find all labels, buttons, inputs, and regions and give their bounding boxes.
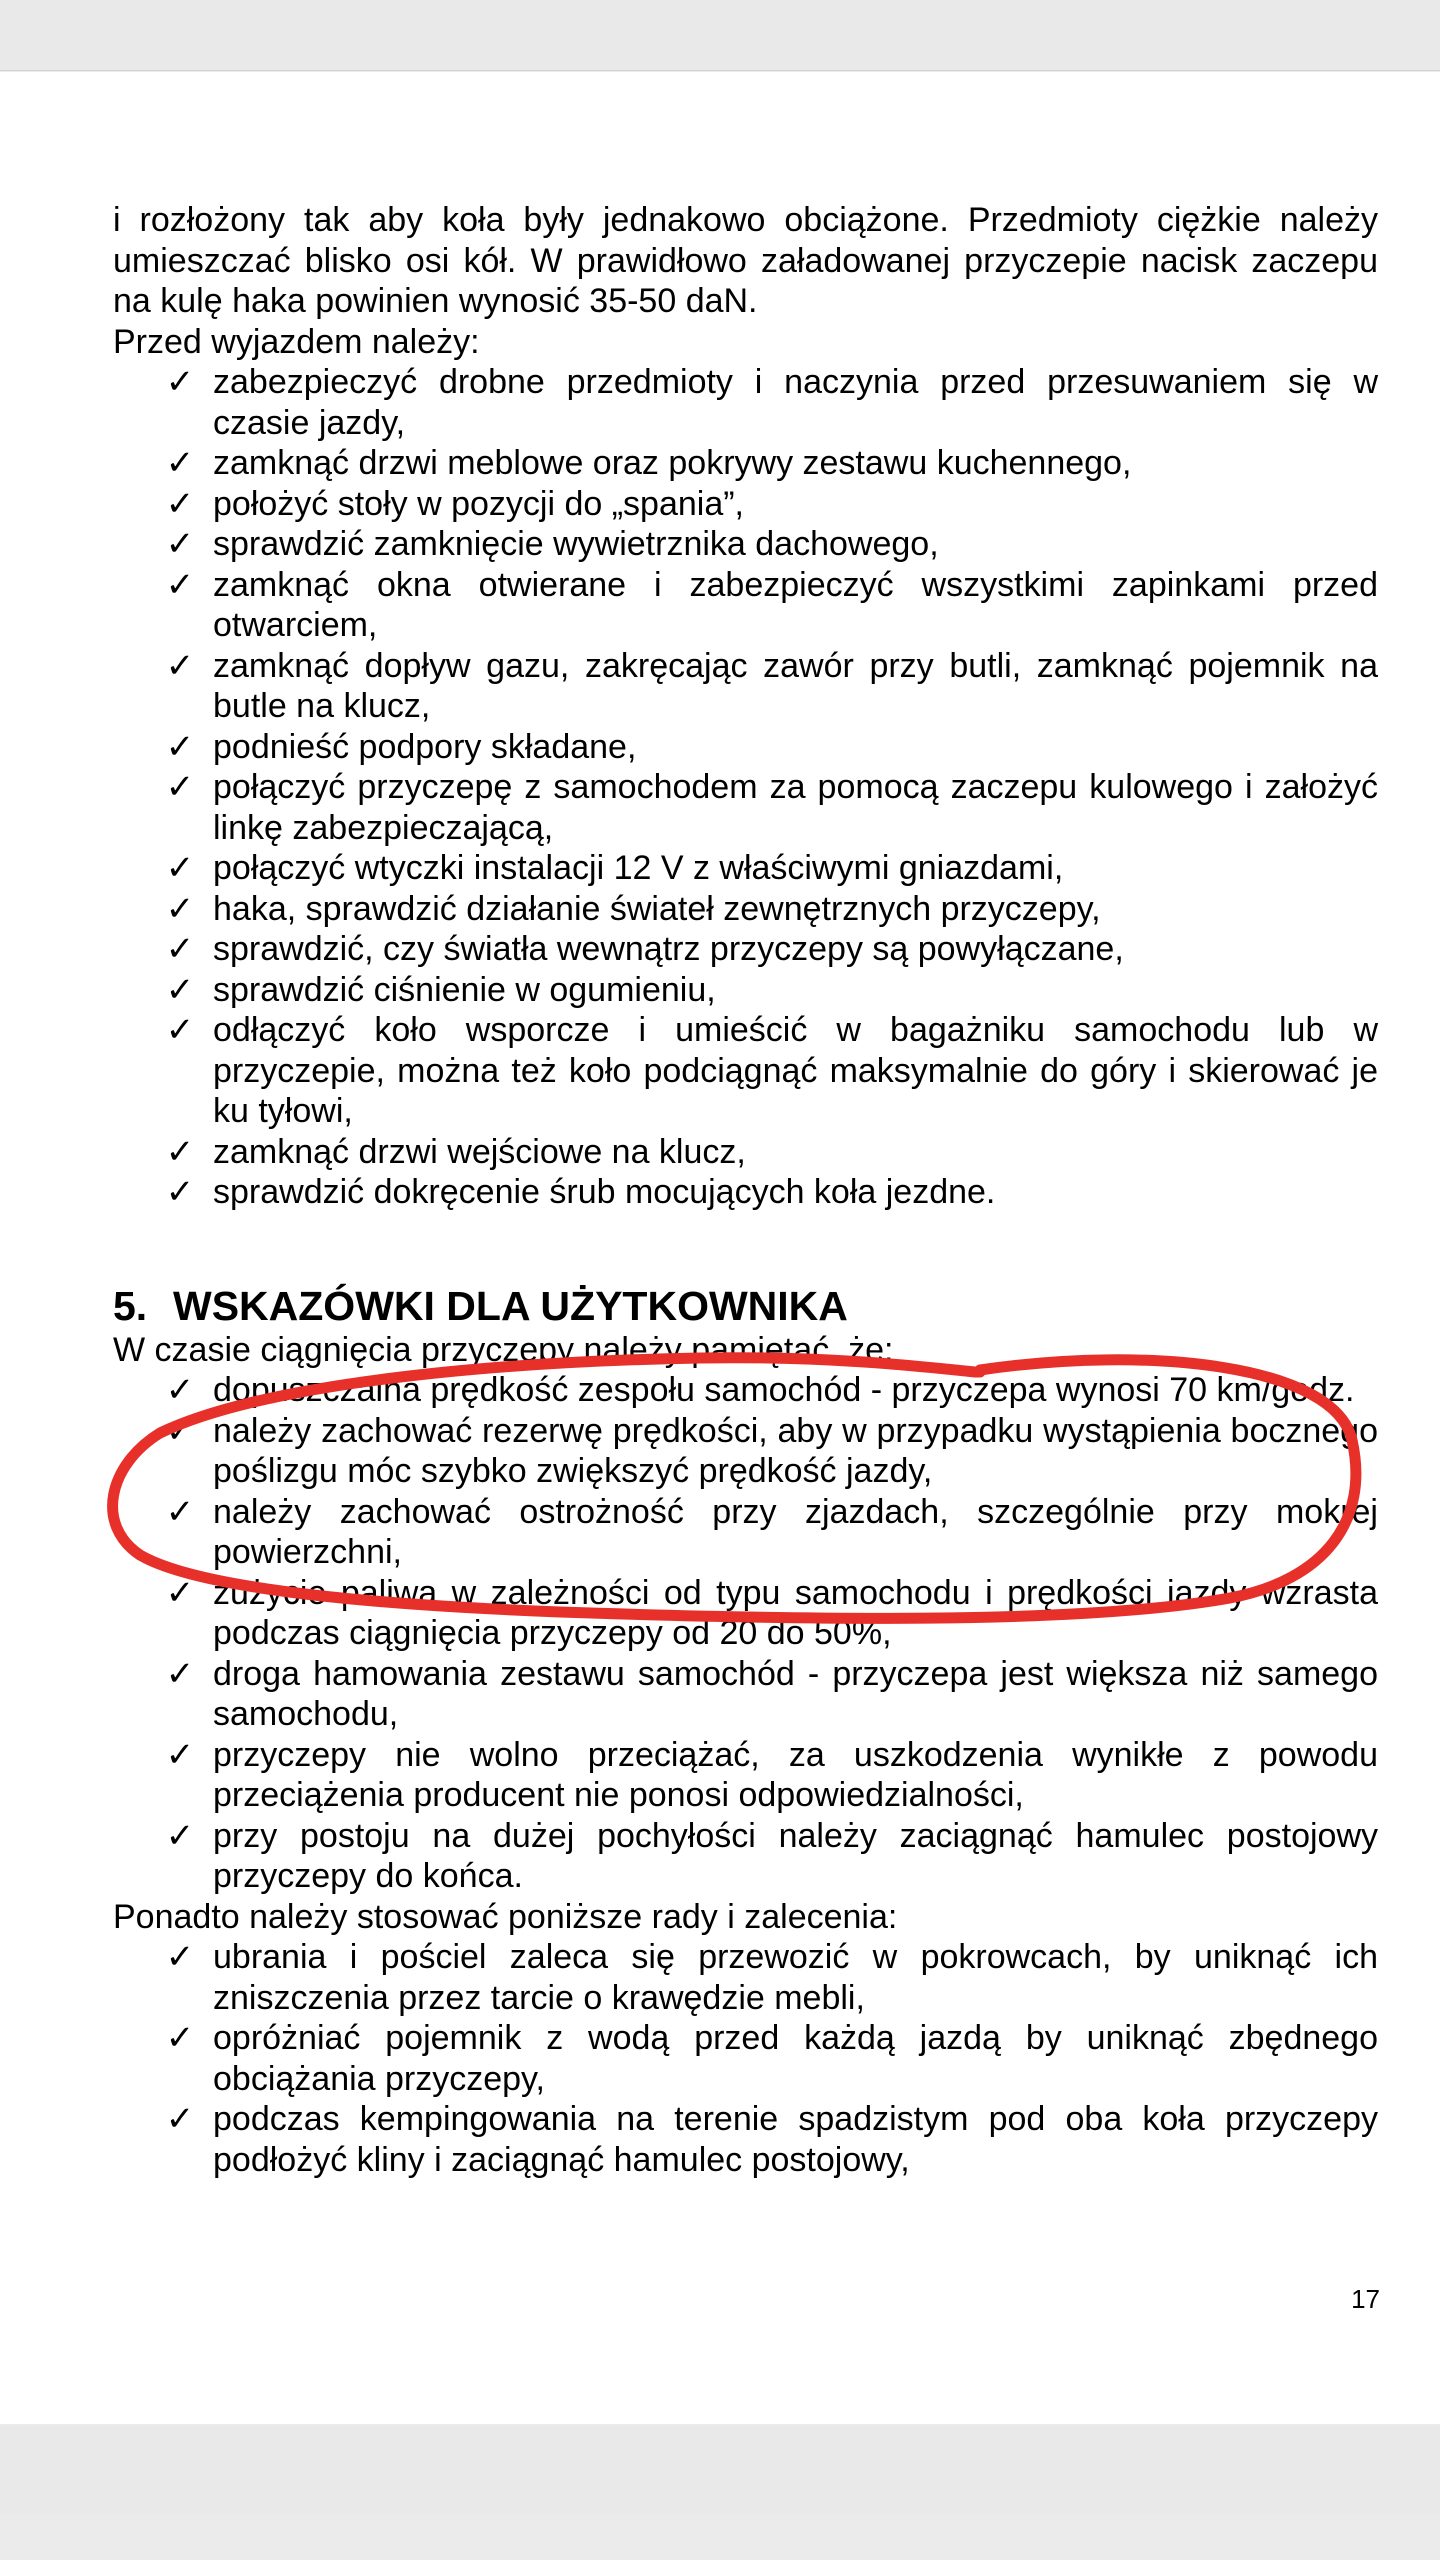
checkmark-icon: ✓ [165,1011,195,1049]
before-departure-item [113,929,1378,970]
before-departure-item [113,889,1378,930]
list-item-text: sprawdzić, czy światła wewnątrz przyczepy są powyłączane, [213,930,1124,968]
list-item-text: sprawdzić zamknięcie wywietrznika dachowego, [213,525,939,563]
before-departure-item [113,646,1378,727]
checkmark-icon: ✓ [165,1938,195,1976]
checkmark-icon: ✓ [165,484,195,523]
intro-paragraph: i rozłożony tak aby koła były jednakowo obciążone. Przedmioty ciężkie należy umieszczać blisko osi kół. W prawidłowo załadowanej przyczepie nacisk zaczepu na kulę haka powinien wynosić 35-50 daN. [113,201,1378,320]
towing-tip-item [113,1492,1378,1573]
before-departure-heading: Przed wyjazdem należy: [113,322,480,361]
list-item-text: podnieść podpory składane, [213,727,637,766]
page-number: 17 [1351,2284,1380,2314]
towing-tip-item [113,1573,1378,1654]
viewer-top-bar [0,0,1440,71]
towing-tips-list [113,1370,1378,1897]
checkmark-icon: ✓ [165,1371,195,1409]
list-item-text: połączyć przyczepę z samochodem za pomocą zaczepu kulowego i założyć linkę zabezpieczającą, [213,768,1378,847]
list-item-text: zużycie paliwa w zależności od typu samochodu i prędkości jazdy wzrasta podczas ciągnięcia przyczepy od 20 do 50%, [213,1573,1378,1652]
list-item-text: podczas kempingowania na terenie spadzistym pod oba koła przyczepy podłożyć kliny i zaciągnąć hamulec postojowy, [213,2100,1378,2179]
section-heading [113,1282,1378,1330]
list-item-text: zabezpieczyć drobne przedmioty i naczynia przed przesuwaniem się w czasie jazdy, [213,363,1378,442]
checkmark-icon: ✓ [165,1492,195,1531]
checkmark-icon: ✓ [165,525,195,563]
list-item-text: zamknąć dopływ gazu, zakręcając zawór przy butli, zamknąć pojemnik na butle na klucz, [213,646,1378,725]
advice-item [113,2099,1378,2180]
before-departure-item [113,1132,1378,1173]
checkmark-icon: ✓ [165,565,195,604]
towing-lead: W czasie ciągnięcia przyczepy należy pamiętać, że: [113,1330,894,1369]
checkmark-icon: ✓ [165,1654,195,1693]
list-item-text: połączyć wtyczki instalacji 12 V z właściwymi gniazdami, [213,849,1064,887]
list-item-text: droga hamowania zestawu samochód - przyczepa jest większa niż samego samochodu, [213,1654,1378,1733]
checkmark-icon: ✓ [165,2100,195,2138]
before-departure-item [113,1010,1378,1132]
towing-tip-item [113,1816,1378,1897]
before-departure-item [113,848,1378,889]
towing-tip-item [113,1654,1378,1735]
list-item-text: położyć stoły w pozycji do „spania”, [213,484,745,523]
viewer-bottom-bar [0,2425,1440,2513]
list-item-text: ubrania i pościel zaleca się przewozić w pokrowcach, by uniknąć ich zniszczenia przez tarcie o krawędzie mebli, [213,1938,1378,2017]
before-departure-list [113,362,1378,1213]
checkmark-icon: ✓ [165,646,195,685]
list-item-text: odłączyć koło wsporcze i umieścić w bagażniku samochodu lub w przyczepie, można też koło podciągnąć maksymalnie do góry i skierować je ku tyłowi, [213,1011,1378,1130]
checkmark-icon: ✓ [165,1735,195,1774]
checkmark-icon: ✓ [165,727,195,766]
checkmark-icon: ✓ [165,363,195,401]
list-item-text: haka, sprawdzić działanie świateł zewnętrznych przyczepy, [213,889,1101,928]
list-item-text: opróżniać pojemnik z wodą przed każdą jazdą by uniknąć zbędnego obciążania przyczepy, [213,2019,1378,2098]
towing-tip-item [113,1411,1378,1492]
before-departure-item [113,443,1378,484]
before-departure-item [113,727,1378,768]
list-item-text: przyczepy nie wolno przeciążać, za uszkodzenia wynikłe z powodu przeciążenia producent nie ponosi odpowiedzialności, [213,1735,1378,1814]
checkmark-icon: ✓ [165,1411,195,1450]
advice-item [113,1937,1378,2018]
checkmark-icon: ✓ [165,889,195,928]
checkmark-icon: ✓ [165,768,195,806]
section-number: 5. [113,1282,148,1329]
before-departure-item [113,1172,1378,1213]
checkmark-icon: ✓ [165,930,195,968]
checkmark-icon: ✓ [165,2019,195,2057]
list-item-text: zamknąć drzwi meblowe oraz pokrywy zestawu kuchennego, [213,444,1132,482]
advice-list [113,1937,1378,2180]
checkmark-icon: ✓ [165,849,195,887]
list-item-text: sprawdzić ciśnienie w ogumieniu, [213,970,716,1009]
before-departure-item [113,970,1378,1011]
list-item-text: zamknąć drzwi wejściowe na klucz, [213,1132,746,1171]
towing-tip-item [113,1370,1378,1411]
towing-tip-item [113,1735,1378,1816]
checkmark-icon: ✓ [165,1132,195,1171]
page-content [113,200,1378,2180]
checkmark-icon: ✓ [165,1173,195,1211]
list-item-text: sprawdzić dokręcenie śrub mocujących koła jezdne. [213,1173,996,1211]
section-title: WSKAZÓWKI DLA UŻYTKOWNIKA [173,1282,848,1329]
checkmark-icon: ✓ [165,444,195,482]
list-item-text: zamknąć okna otwierane i zabezpieczyć wszystkimi zapinkami przed otwarciem, [213,565,1378,644]
checkmark-icon: ✓ [165,1816,195,1855]
before-departure-item [113,767,1378,848]
advice-lead: Ponadto należy stosować poniższe rady i zalecenia: [113,1897,898,1936]
checkmark-icon: ✓ [165,1573,195,1612]
checkmark-icon: ✓ [165,970,195,1009]
list-item-text: należy zachować rezerwę prędkości, aby w przypadku wystąpienia bocznego poślizgu móc szybko zwiększyć prędkość jazdy, [213,1411,1378,1490]
advice-item [113,2018,1378,2099]
list-item-text: dopuszczalna prędkość zespołu samochód - przyczepa wynosi 70 km/godz. [213,1371,1355,1409]
before-departure-item [113,565,1378,646]
before-departure-item [113,484,1378,525]
list-item-text: należy zachować ostrożność przy zjazdach, szczególnie przy mokrej powierzchni, [213,1492,1378,1571]
list-item-text: przy postoju na dużej pochyłości należy zaciągnąć hamulec postojowy przyczepy do końca. [213,1816,1378,1895]
before-departure-item [113,524,1378,565]
before-departure-item [113,362,1378,443]
